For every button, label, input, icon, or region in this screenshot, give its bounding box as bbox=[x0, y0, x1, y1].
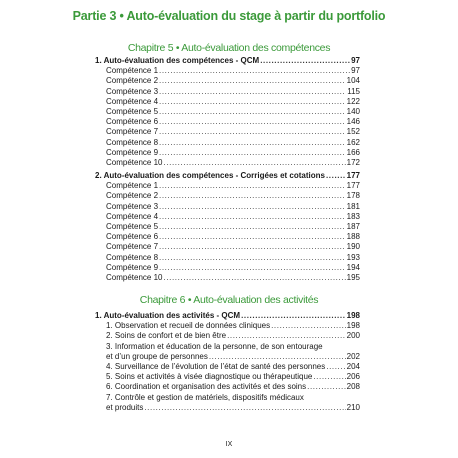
toc-entry[interactable] bbox=[95, 87, 360, 97]
toc-entry-label: Compétence 2 bbox=[106, 191, 159, 201]
leader-dots bbox=[159, 148, 346, 158]
leader-dots bbox=[326, 171, 346, 181]
leader-dots bbox=[159, 127, 346, 137]
toc-page-number: 198 bbox=[346, 321, 360, 331]
toc-entry[interactable] bbox=[95, 393, 360, 403]
toc-entry-label: 5. Soins et activités à visée diagnostique ou thérapeutique bbox=[106, 372, 313, 382]
toc-entry-label: Compétence 8 bbox=[106, 137, 159, 147]
toc-entry-label: Compétence 3 bbox=[106, 86, 159, 96]
leader-dots bbox=[159, 76, 346, 86]
toc-section-label: 1. Auto-évaluation des compétences - QCM bbox=[95, 56, 260, 65]
toc-chapter-5-section-1 bbox=[95, 56, 360, 168]
toc-entry-label: Compétence 7 bbox=[106, 127, 159, 137]
leader-dots bbox=[159, 107, 346, 117]
toc-entry-label: Compétence 6 bbox=[106, 232, 159, 242]
toc-entry[interactable] bbox=[95, 242, 360, 252]
toc-page-number: 146 bbox=[346, 117, 360, 127]
toc-entry-label: 7. Contrôle et gestion de matériels, dispositifs médicaux bbox=[106, 392, 304, 402]
toc-entry-label: Compétence 4 bbox=[106, 211, 159, 221]
toc-entry[interactable] bbox=[95, 253, 360, 263]
toc-page-number: 177 bbox=[346, 171, 360, 180]
toc-entry-label: Compétence 6 bbox=[106, 117, 159, 127]
page-number-footer: IX bbox=[225, 441, 233, 448]
leader-dots bbox=[159, 253, 346, 263]
toc-page-number: 122 bbox=[346, 96, 360, 106]
leader-dots bbox=[159, 117, 346, 127]
toc-entry[interactable] bbox=[95, 382, 360, 392]
toc-entry[interactable] bbox=[95, 232, 360, 242]
leader-dots bbox=[159, 263, 346, 273]
toc-entry-label: Compétence 5 bbox=[106, 221, 159, 231]
toc-chapter-5-section-2 bbox=[95, 171, 360, 283]
toc-entry[interactable] bbox=[95, 66, 360, 76]
toc-item-list bbox=[95, 66, 360, 168]
toc-page-number: 204 bbox=[346, 361, 360, 371]
toc-entry-label: Compétence 5 bbox=[106, 106, 159, 116]
toc-entry-label: Compétence 7 bbox=[106, 242, 159, 252]
leader-dots bbox=[163, 158, 345, 168]
toc-entry[interactable] bbox=[95, 352, 360, 362]
toc-section-heading[interactable] bbox=[95, 56, 360, 66]
toc-page-number: 187 bbox=[346, 221, 360, 231]
leader-dots bbox=[227, 331, 346, 341]
toc-entry-label: 6. Coordination et organisation des activités et des soins bbox=[106, 382, 307, 392]
chapter-5-title: Chapitre 5 • Auto-évaluation des compétences bbox=[127, 42, 331, 54]
toc-entry[interactable] bbox=[95, 331, 360, 341]
toc-page-number: 194 bbox=[346, 262, 360, 272]
leader-dots bbox=[159, 87, 346, 97]
toc-page-number: 97 bbox=[351, 56, 360, 65]
toc-entry-label: 1. Observation et recueil de données cliniques bbox=[106, 321, 271, 331]
toc-entry[interactable] bbox=[95, 263, 360, 273]
leader-dots bbox=[144, 403, 345, 413]
toc-entry-label: Compétence 10 bbox=[106, 272, 163, 282]
toc-page-number: 140 bbox=[346, 106, 360, 116]
toc-entry[interactable] bbox=[95, 321, 360, 331]
leader-dots bbox=[159, 232, 346, 242]
leader-dots bbox=[159, 212, 346, 222]
toc-page-number: 97 bbox=[351, 66, 360, 76]
toc-entry[interactable] bbox=[95, 202, 360, 212]
toc-page-number: 178 bbox=[346, 191, 360, 201]
toc-entry[interactable] bbox=[95, 148, 360, 158]
toc-page-number: 183 bbox=[346, 211, 360, 221]
leader-dots bbox=[159, 181, 346, 191]
toc-entry-label: Compétence 1 bbox=[106, 181, 159, 191]
toc-page-number: 104 bbox=[346, 76, 360, 86]
leader-dots bbox=[159, 191, 346, 201]
toc-entry-label: 4. Surveillance de l’évolution de l’état de santé des personnes bbox=[106, 361, 326, 371]
toc-section-heading[interactable] bbox=[95, 311, 360, 321]
leader-dots bbox=[260, 56, 350, 66]
toc-entry-label: Compétence 8 bbox=[106, 252, 159, 262]
toc-chapter-6-section-1 bbox=[95, 311, 360, 413]
toc-entry[interactable] bbox=[95, 97, 360, 107]
leader-dots bbox=[209, 352, 346, 362]
toc-page-number: 166 bbox=[346, 147, 360, 157]
leader-dots bbox=[159, 242, 346, 252]
toc-page-number: 195 bbox=[346, 272, 360, 282]
toc-section-label: 1. Auto-évaluation des activités - QCM bbox=[95, 311, 241, 320]
toc-item-list bbox=[95, 181, 360, 283]
toc-section-heading[interactable] bbox=[95, 171, 360, 181]
toc-entry-label: et d’un groupe de personnes bbox=[106, 351, 208, 361]
toc-page-number: 193 bbox=[346, 252, 360, 262]
toc-entry-label: Compétence 9 bbox=[106, 147, 159, 157]
leader-dots bbox=[159, 97, 346, 107]
toc-entry[interactable] bbox=[95, 362, 360, 372]
toc-page-number: 188 bbox=[346, 232, 360, 242]
toc-entry[interactable] bbox=[95, 127, 360, 137]
leader-dots bbox=[307, 382, 346, 392]
leader-dots bbox=[159, 66, 350, 76]
toc-page-number: 181 bbox=[346, 201, 360, 211]
part-title: Partie 3 • Auto-évaluation du stage à partir du portfolio bbox=[72, 9, 386, 23]
toc-page-number: 206 bbox=[346, 372, 360, 382]
toc-entry[interactable] bbox=[95, 222, 360, 232]
leader-dots bbox=[159, 138, 346, 148]
toc-entry-label: 2. Soins de confort et de bien être bbox=[106, 331, 227, 341]
toc-entry[interactable] bbox=[95, 342, 360, 352]
toc-page-number: 115 bbox=[347, 86, 360, 96]
toc-entry-label: Compétence 2 bbox=[106, 76, 159, 86]
toc-entry[interactable] bbox=[95, 117, 360, 127]
toc-entry[interactable] bbox=[95, 76, 360, 86]
toc-entry-label: Compétence 10 bbox=[106, 157, 163, 167]
toc-page-number: 162 bbox=[346, 137, 360, 147]
toc-entry[interactable] bbox=[95, 191, 360, 201]
toc-entry[interactable] bbox=[95, 403, 360, 413]
toc-page-number: 152 bbox=[346, 127, 360, 137]
toc-page-number: 200 bbox=[346, 331, 360, 341]
leader-dots bbox=[326, 362, 345, 372]
toc-entry-label: Compétence 9 bbox=[106, 262, 159, 272]
toc-entry-label: Compétence 4 bbox=[106, 96, 159, 106]
toc-page-number: 177 bbox=[346, 181, 360, 191]
toc-item-list bbox=[95, 321, 360, 413]
toc-page-number: 172 bbox=[346, 157, 360, 167]
toc-page-number: 190 bbox=[346, 242, 360, 252]
toc-page-number: 208 bbox=[346, 382, 360, 392]
toc-entry[interactable] bbox=[95, 372, 360, 382]
leader-dots bbox=[241, 311, 346, 321]
toc-entry-label: et produits bbox=[106, 402, 144, 412]
toc-entry-label: Compétence 3 bbox=[106, 201, 159, 211]
leader-dots bbox=[271, 321, 346, 331]
toc-entry[interactable] bbox=[95, 181, 360, 191]
toc-entry[interactable] bbox=[95, 273, 360, 283]
toc-entry[interactable] bbox=[95, 158, 360, 168]
toc-page-number: 202 bbox=[346, 351, 360, 361]
toc-entry[interactable] bbox=[95, 212, 360, 222]
leader-dots bbox=[163, 273, 345, 283]
toc-page-number: 198 bbox=[346, 311, 360, 320]
toc-entry-label: Compétence 1 bbox=[106, 66, 159, 76]
toc-entry[interactable] bbox=[95, 138, 360, 148]
toc-entry[interactable] bbox=[95, 107, 360, 117]
leader-dots bbox=[313, 372, 345, 382]
leader-dots bbox=[159, 222, 346, 232]
chapter-6-title: Chapitre 6 • Auto-évaluation des activités bbox=[139, 294, 319, 306]
toc-page-number: 210 bbox=[346, 402, 360, 412]
toc-section-label: 2. Auto-évaluation des compétences - Corrigées et cotations bbox=[95, 171, 325, 180]
toc-entry-label: 3. Information et éducation de la personne, de son entourage bbox=[106, 341, 323, 351]
leader-dots bbox=[159, 202, 346, 212]
